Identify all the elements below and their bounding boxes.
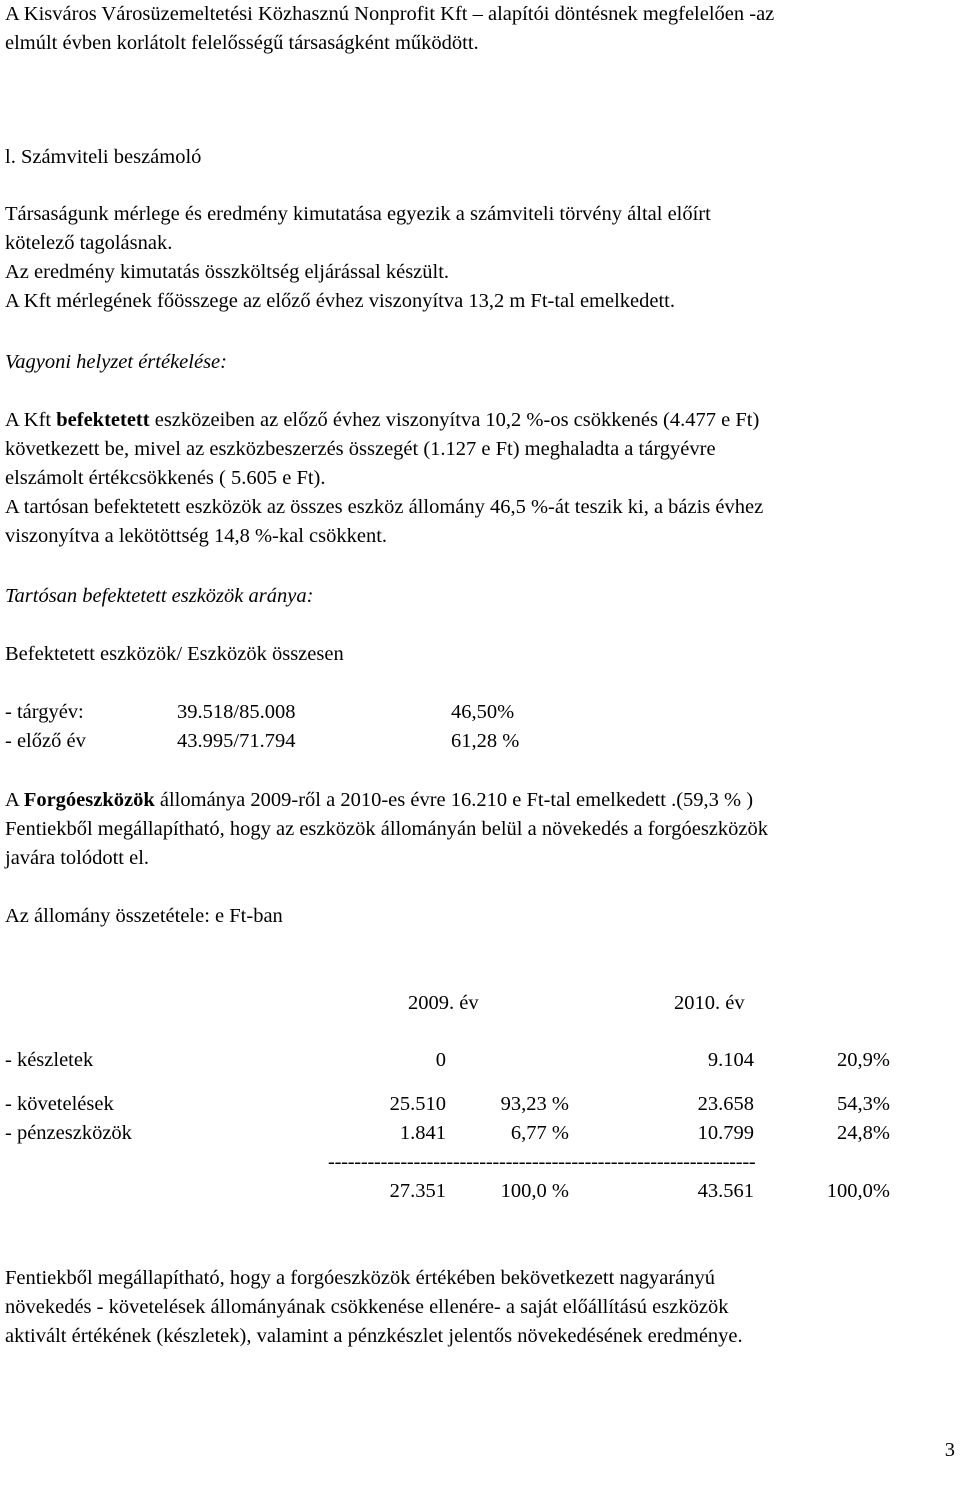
total-divider: -----------------------------------------------------------------: [328, 1151, 756, 1173]
paragraph-line: növekedés - követelések állományának csökkenése ellenére- a saját előállítású eszközök: [5, 1296, 729, 1318]
ratio-percent: 46,50%: [451, 701, 515, 723]
paragraph-line: Fentiekből megállapítható, hogy a forgóeszközök értékében bekövetkezett nagyarányú: [5, 1267, 716, 1289]
value-2009: 1.841: [399, 1122, 446, 1144]
percent-2010: 24,8%: [837, 1122, 890, 1144]
paragraph-line: viszonyítva a lekötöttség 14,8 %-kal csökkent.: [5, 525, 388, 547]
section-heading-vagyoni: Vagyoni helyzet értékelése:: [5, 351, 227, 373]
paragraph-line: A Forgóeszközök állománya 2009-ről a 2010-es évre 16.210 e Ft-tal emelkedett .(59,3 % ): [5, 789, 754, 811]
value-2010: 23.658: [697, 1093, 754, 1115]
paragraph-line: Fentiekből megállapítható, hogy az eszközök állományán belül a növekedés a forgóeszközök: [5, 818, 769, 840]
ratio-subtitle: Befektetett eszközök/ Eszközök összesen: [5, 643, 344, 665]
paragraph-line: elszámolt értékcsökkenés ( 5.605 e Ft).: [5, 467, 326, 489]
paragraph-line: következett be, mivel az eszközbeszerzés összegét (1.127 e Ft) meghaladta a tárgyévre: [5, 438, 716, 460]
intro-line-1: A Kisváros Városüzemeltetési Közhasznú Nonprofit Kft – alapítói döntésnek megfelelően -az: [5, 3, 775, 25]
percent-2009: 93,23 %: [500, 1093, 569, 1115]
value-2009: 0: [435, 1049, 446, 1071]
total-percent-2010: 100,0%: [826, 1180, 890, 1202]
column-header-2009: 2009. év: [408, 992, 479, 1014]
percent-2010: 54,3%: [837, 1093, 890, 1115]
paragraph-line: aktivált értékének (készletek), valamint a pénzkészlet jelentős növekedésének eredménye.: [5, 1325, 743, 1347]
paragraph-line: A Kft befektetett eszközeiben az előző évhez viszonyítva 10,2 %-os csökkenés (4.477 e Ft): [5, 409, 760, 431]
total-2010: 43.561: [697, 1180, 754, 1202]
ratio-label: - előző év: [5, 730, 86, 752]
section-heading-tartosan: Tartósan befektetett eszközök aránya:: [5, 585, 314, 607]
paragraph-line: javára tolódott el.: [5, 847, 150, 869]
ratio-percent: 61,28 %: [451, 730, 520, 752]
percent-2010: 20,9%: [837, 1049, 890, 1071]
bold-term: befektetett: [56, 409, 150, 431]
bold-term: Forgóeszközök: [23, 789, 155, 811]
percent-2009: 6,77 %: [510, 1122, 569, 1144]
total-percent-2009: 100,0 %: [500, 1180, 569, 1202]
paragraph-line: kötelező tagolásnak.: [5, 232, 173, 254]
value-2010: 10.799: [697, 1122, 754, 1144]
paragraph-line: A Kft mérlegének főösszege az előző évhez viszonyítva 13,2 m Ft-tal emelkedett.: [5, 290, 676, 312]
section-heading-szamviteli: l. Számviteli beszámoló: [5, 146, 202, 168]
paragraph-line: Társaságunk mérlege és eredmény kimutatása egyezik a számviteli törvény által előírt: [5, 203, 711, 225]
value-2009: 25.510: [389, 1093, 446, 1115]
ratio-value: 43.995/71.794: [177, 730, 296, 752]
composition-heading: Az állomány összetétele: e Ft-ban: [5, 905, 283, 927]
paragraph-line: Az eredmény kimutatás összköltség eljárással készült.: [5, 261, 450, 283]
row-label: - követelések: [5, 1093, 114, 1115]
row-label: - pénzeszközök: [5, 1122, 132, 1144]
total-2009: 27.351: [389, 1180, 446, 1202]
ratio-label: - tárgyév:: [5, 701, 84, 723]
page-number: 3: [944, 1439, 955, 1461]
ratio-value: 39.518/85.008: [177, 701, 296, 723]
paragraph-line: A tartósan befektetett eszközök az összes eszköz állomány 46,5 %-át teszik ki, a bázis évhez: [5, 496, 764, 518]
intro-line-2: elmúlt évben korlátolt felelősségű társaságként működött.: [5, 32, 479, 54]
row-label: - készletek: [5, 1049, 94, 1071]
value-2010: 9.104: [707, 1049, 754, 1071]
column-header-2010: 2010. év: [674, 992, 745, 1014]
